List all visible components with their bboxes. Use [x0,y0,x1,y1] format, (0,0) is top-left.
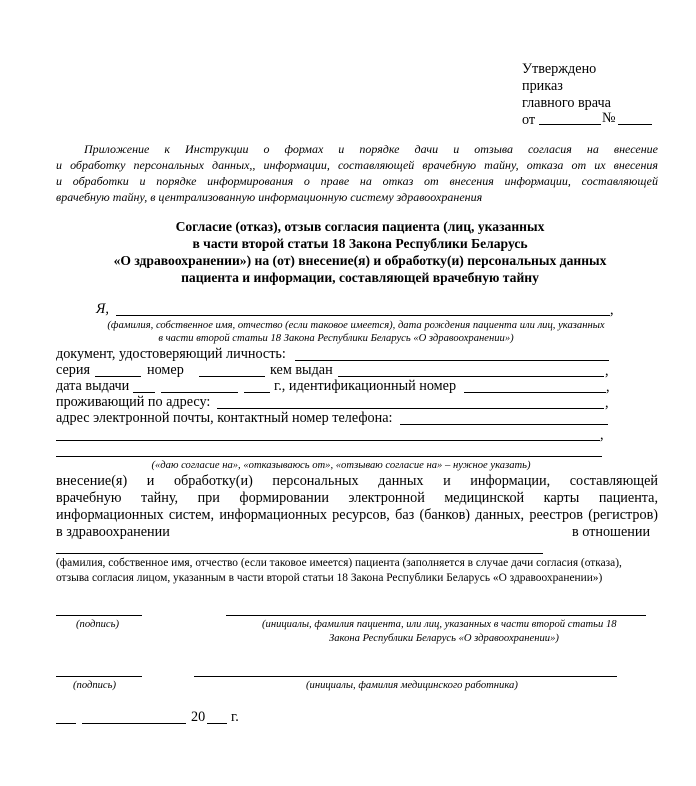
issued-by-field[interactable] [338,376,604,377]
contact-comma: , [600,427,604,443]
full-name-hint-1: (фамилия, собственное имя, отчество (если таковое имеется), дата рождения пациента или лиц, указанных [107,320,605,331]
patient-name-field[interactable] [56,553,543,554]
approval-number-field[interactable] [618,124,652,125]
consent-choice-field[interactable] [56,456,602,457]
approval-line-2: приказ [522,78,563,94]
worker-initials-hint: (инициалы, фамилия медицинского работника) [306,680,518,691]
consent-choice-hint: («даю согласие на», «отказываюсь от», «отзываю согласие на» – нужное указать) [151,460,531,471]
appendix-line-1: Приложение к Инструкции о формах и порядке дачи и отзыва согласия на внесение [84,142,658,156]
date-day-field[interactable] [56,723,76,724]
date-year-field[interactable] [207,723,227,724]
approval-number-sign: № [602,110,616,126]
approval-line-3: главного врача [522,95,611,111]
date-year-suffix: г. [231,709,239,725]
patient-signature-field[interactable] [56,615,142,616]
issue-year-field[interactable] [244,392,270,393]
issued-by-comma: , [605,363,609,379]
patient-name-hint-1: (фамилия, собственное имя, отчество (если таковое имеется) пациента (заполняется в случае дачи согласия (отказа), [56,557,622,569]
issue-day-field[interactable] [133,392,155,393]
contact-field-continued[interactable] [56,440,600,441]
id-document-label: документ, удостоверяющий личность: [56,346,286,362]
page-title [60,218,660,286]
address-label: проживающий по адресу: [56,394,211,410]
issue-month-field[interactable] [161,392,238,393]
appendix-line-3: и обработки и порядке информирования о праве на отказ от внесения информации, составляющей [56,174,658,188]
number-label: номер [147,362,184,378]
patient-initials-hint-2: Закона Республики Беларусь «О здравоохранении») [329,633,559,644]
patient-initials-hint-1: (инициалы, фамилия пациента, или лиц, указанных в части второй статьи 18 [262,619,617,630]
address-comma: , [605,395,609,411]
approval-date-field[interactable] [539,124,601,125]
worker-signature-field[interactable] [56,676,142,677]
appendix-line-2: и обработку персональных данных,, информации, составляющей врачебную тайну, отказа от их внесения [56,158,658,172]
i-label: Я, [96,301,109,317]
date-month-field[interactable] [82,723,186,724]
approval-block [522,61,611,129]
worker-signature-hint: (подпись) [73,680,116,691]
series-field[interactable] [95,376,141,377]
id-number-field[interactable] [464,392,606,393]
approval-line-4 [522,112,611,129]
body-line-2: врачебную тайну, при формировании электронной медицинской карты пациента, [56,490,658,506]
body-line-3: информационных систем, информационных ресурсов, баз (банков) данных, реестров (регистров) [56,507,658,523]
series-label: серия [56,362,90,378]
body-line-4-left: в здравоохранении [56,524,170,540]
patient-initials-field[interactable] [226,615,646,616]
id-number-comma: , [606,379,610,395]
patient-signature-hint: (подпись) [76,619,119,630]
address-field[interactable] [217,408,604,409]
approval-line-1: Утверждено [522,61,597,77]
full-name-hint-2: в части второй статьи 18 Закона Республики Беларусь «О здравоохранении») [158,333,514,344]
number-field[interactable] [199,376,265,377]
date-year-prefix: 20 [191,709,206,725]
full-name-comma: , [610,302,614,318]
issue-date-label: дата выдачи [56,378,130,394]
title-line-3: «О здравоохранении») на (от) внесение(я) и обработку(и) персональных данных [113,253,607,268]
contact-label: адрес электронной почты, контактный номер телефона: [56,410,393,426]
title-line-2: в части второй статьи 18 Закона Республики Беларусь [192,236,528,251]
issued-by-label: кем выдан [270,362,333,378]
id-document-field[interactable] [295,360,609,361]
worker-initials-field[interactable] [194,676,617,677]
full-name-field[interactable] [116,315,610,316]
title-line-4: пациента и информации, составляющей врачебную тайну [181,270,539,285]
approval-from-label: от [522,112,536,128]
appendix-line-4: врачебную тайну, в централизованную информационную систему здравоохранения [56,190,483,204]
patient-name-hint-2: отзыва согласия лицом, указанным в части второй статьи 18 Закона Республики Беларусь «О здравоохранении») [56,572,603,584]
contact-field[interactable] [400,424,608,425]
title-line-1: Согласие (отказ), отзыв согласия пациента (лиц, указанных [175,219,545,234]
body-line-4-right: в отношении [572,524,651,540]
body-line-1: внесение(я) и обработку(и) персональных данных и информации, составляющей [56,473,658,489]
id-number-label: г., идентификационный номер [274,378,457,394]
